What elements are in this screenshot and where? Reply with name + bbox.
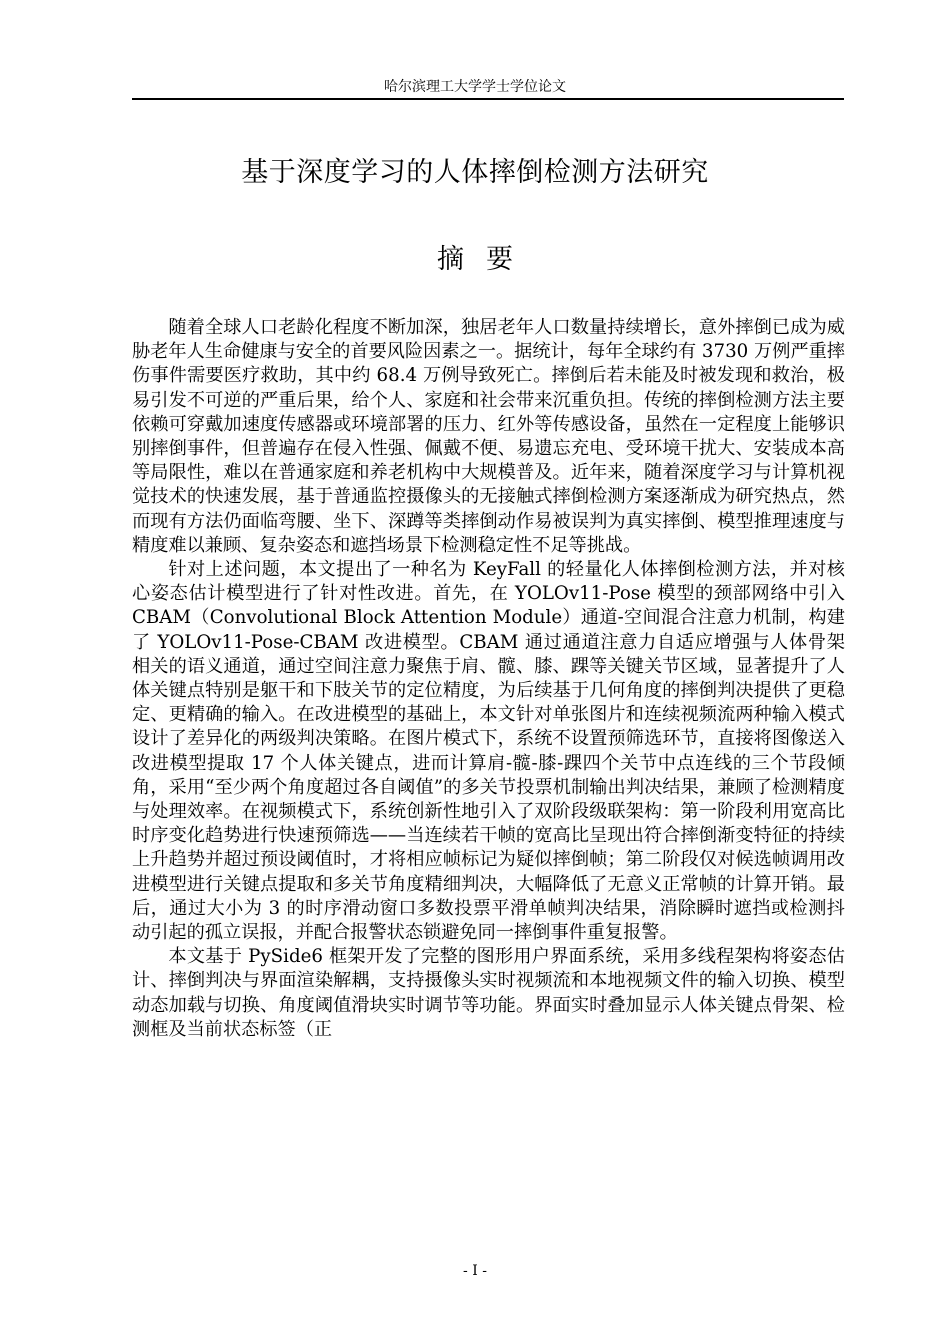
abstract-paragraph-2: 针对上述问题，本文提出了一种名为 KeyFall 的轻量化人体摔倒检测方法，并对核心姿态估计模型进行了针对性改进。首先，在 YOLOv11-Pose 模型的颈部网络中引入 CBAM（Convolutional Block Attention Module）通道-空间混合注意力机制，构建了 YOLOv11-Pose-CBAM 改进模型。CBAM 通过通道注意力自适应增强与人体骨架相关的语义通道，通过空间注意力聚焦于肩、髋、膝、踝等关键关节区域，显著提升了人体关键点特别是躯干和下肢关节的定位精度，为后续基于几何角度的摔倒判决提供了更稳定、更精确的输入。在改进模型的基础上，本文针对单张图片和连续视频流两种输入模式设计了差异化的两级判决策略。在图片模式下，系统不设置预筛选环节，直接将图像送入改进模型提取 17 个人体关键点，进而计算肩-髋-膝-踝四个关节中点连线的三个节段倾角，采用“至少两个角度超过各自阈值”的多关节投票机制输出判决结果，兼顾了检测精度与处理效率。在视频模式下，系统创新性地引入了双阶段级联架构：第一阶段利用宽高比时序变化趋势进行快速预筛选——当连续若干帧的宽高比呈现出符合摔倒渐变特征的持续上升趋势并超过预设阈值时，才将相应帧标记为疑似摔倒帧；第二阶段仅对候选帧调用改进模型进行关键点提取和多关节角度精细判决，大幅降低了无意义正常帧的计算开销。最后，通过大小为 3 的时序滑动窗口多数投票平滑单帧判决结果，消除瞬时遮挡或检测抖动引起的孤立误报，并配合报警状态锁避免同一摔倒事件重复报警。 xyxy=(132,559,845,944)
abstract-paragraph-1: 随着全球人口老龄化程度不断加深，独居老年人口数量持续增长，意外摔倒已成为威胁老年人生命健康与安全的首要风险因素之一。据统计，每年全球约有 3730 万例严重摔伤事件需要医疗救助，其中约 68.4 万例导致死亡。摔倒后若未能及时被发现和救治，极易引发不可逆的严重后果，给个人、家庭和社会带来沉重负担。传统的摔倒检测方法主要依赖可穿戴加速度传感器或环境部署的压力、红外等传感设备，虽然在一定程度上能够识别摔倒事件，但普遍存在侵入性强、佩戴不便、易遗忘充电、受环境干扰大、安装成本高等局限性，难以在普通家庭和养老机构中大规模普及。近年来，随着深度学习与计算机视觉技术的快速发展，基于普通监控摄像头的无接触式摔倒检测方案逐渐成为研究热点，然而现有方法仍面临弯腰、坐下、深蹲等类摔倒动作易被误判为真实摔倒、模型推理速度与精度难以兼顾、复杂姿态和遮挡场景下检测稳定性不足等挑战。 xyxy=(132,317,845,556)
abstract-body xyxy=(132,316,845,1042)
running-header: 哈尔滨理工大学学士学位论文 xyxy=(384,79,566,95)
thesis-title: 基于深度学习的人体摔倒检测方法研究 xyxy=(241,157,709,188)
header-rule xyxy=(132,98,844,100)
page-number: - I - xyxy=(463,1263,487,1279)
abstract-paragraph-3: 本文基于 PySide6 框架开发了完整的图形用户界面系统，采用多线程架构将姿态估计、摔倒判决与界面渲染解耦，支持摄像头实时视频流和本地视频文件的输入切换、模型动态加载与切换、角度阈值滑块实时调节等功能。界面实时叠加显示人体关键点骨架、检测框及当前状态标签（正 xyxy=(132,946,845,1040)
abstract-heading: 摘要 xyxy=(437,244,535,275)
